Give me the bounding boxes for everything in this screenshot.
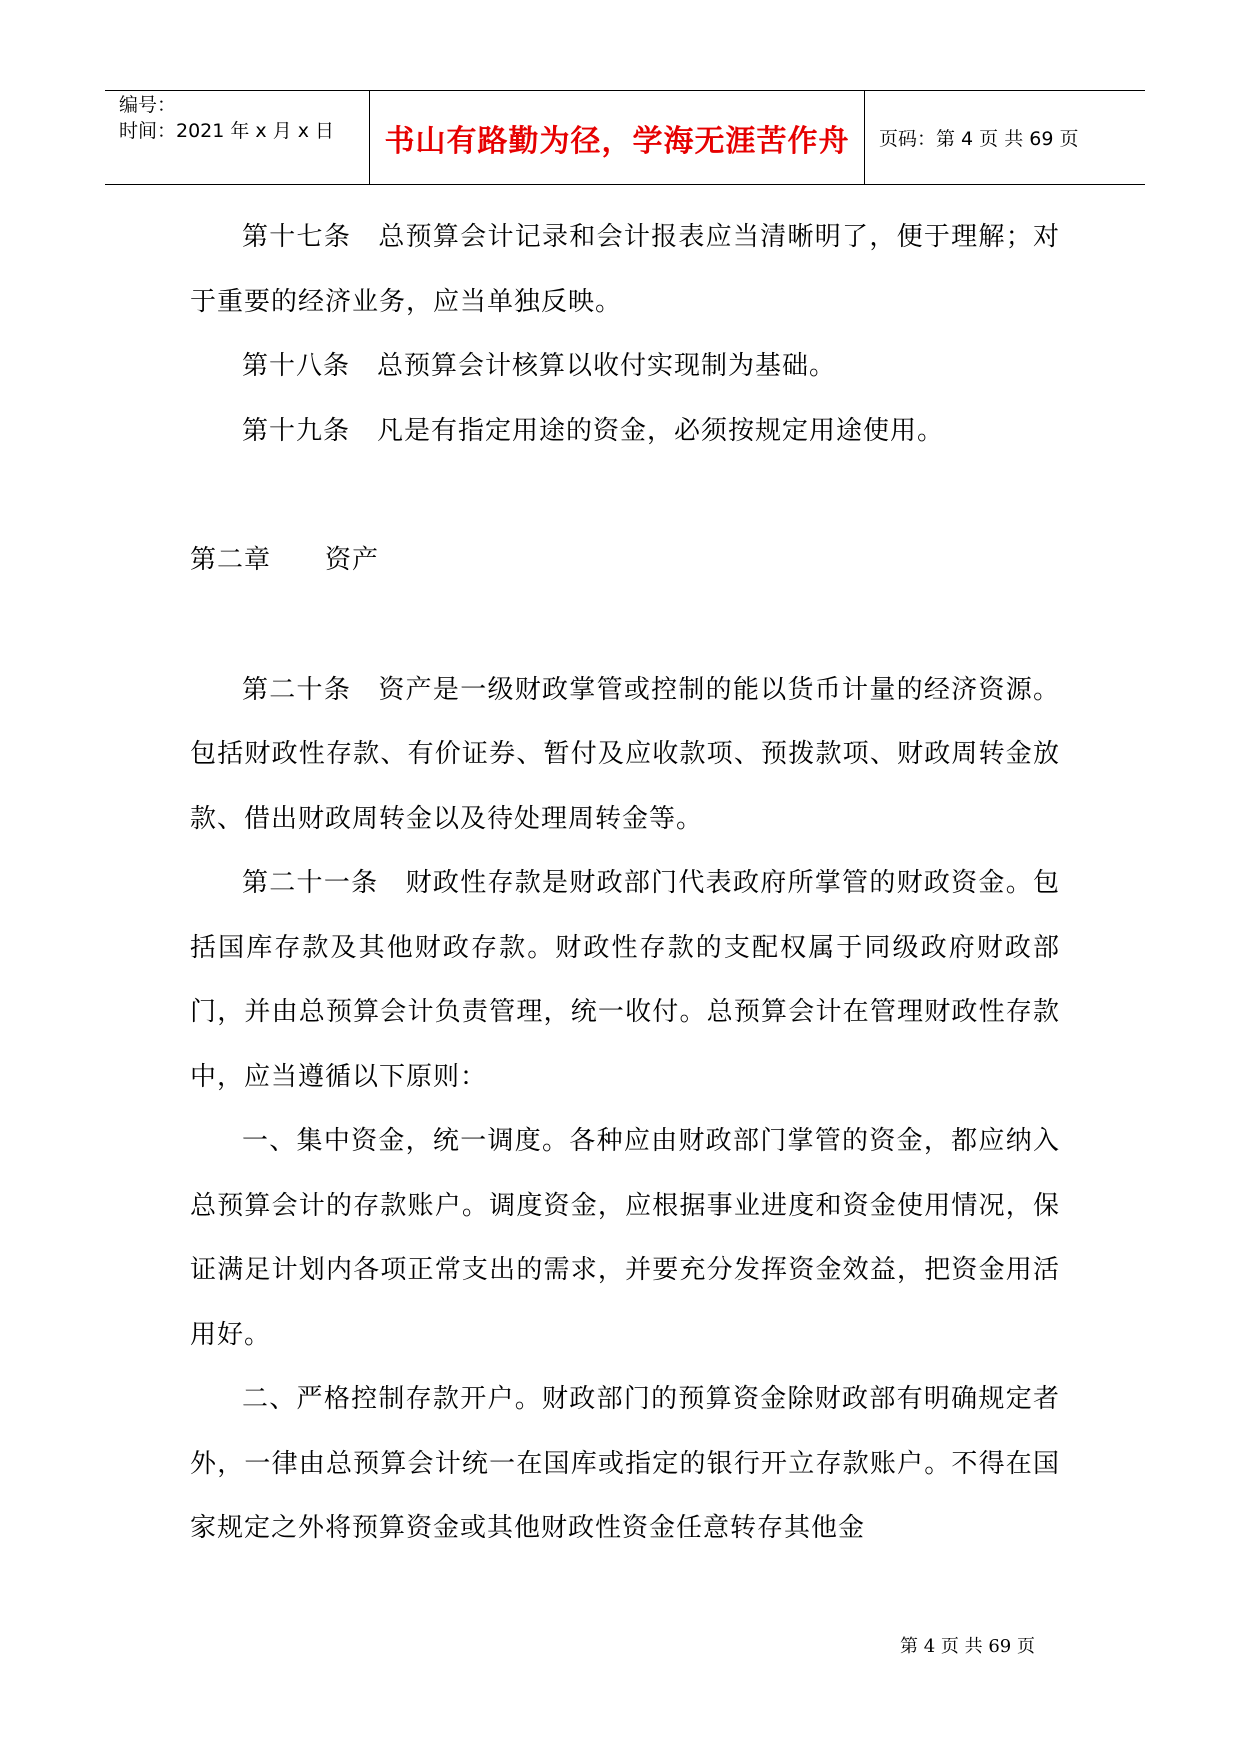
header-page-code: 页码：第 4 页 共 69 页 [879,128,1079,150]
principle-2: 二、严格控制存款开户。财政部门的预算资金除财政部有明确规定者外，一律由总预算会计统一在国库或指定的银行开立存款账户。不得在国家规定之外将预算资金或其他财政性资金任意转存其他金 [190,1384,1060,1543]
article-21: 第二十一条 财政性存款是财政部门代表政府所掌管的财政资金。包括国库存款及其他财政存款。财政性存款的支配权属于同级政府财政部门，并由总预算会计负责管理，统一收付。总预算会计在管理财政性存款中，应当遵循以下原则： [190,868,1060,1092]
document-number-label: 编号： [119,94,177,116]
principle-1: 一、集中资金，统一调度。各种应由财政部门掌管的资金，都应纳入总预算会计的存款账户。调度资金，应根据事业进度和资金使用情况，保证满足计划内各项正常支出的需求，并要充分发挥资金效益，把资金用活用好。 [190,1126,1060,1350]
article-20: 第二十条 资产是一级财政掌管或控制的能以货币计量的经济资源。包括财政性存款、有价证券、暂付及应收款项、预拨款项、财政周转金放款、借出财政周转金以及待处理周转金等。 [190,674,1060,834]
page-header [105,90,1145,185]
chapter-heading: 第二章 资产 [190,545,380,575]
header-motto-cell [370,91,865,184]
article-19: 第十九条 凡是有指定用途的资金，必须按规定用途使用。 [242,415,945,446]
document-body [190,205,1060,1561]
article-18: 第十八条 总预算会计核算以收付实现制为基础。 [242,351,837,381]
blank-line [190,593,1060,658]
header-page-cell [865,91,1145,184]
header-motto: 书山有路勤为径，学海无涯苦作舟 [384,123,850,159]
header-info-cell [105,91,370,184]
document-time-label: 时间：2021 年 x 月 x 日 [119,120,335,142]
article-17: 第十七条 总预算会计记录和会计报表应当清晰明了，便于理解；对于重要的经济业务，应当单独反映。 [190,222,1060,317]
blank-line [190,463,1060,528]
page-footer: 第 4 页 共 69 页 [900,1636,1035,1657]
